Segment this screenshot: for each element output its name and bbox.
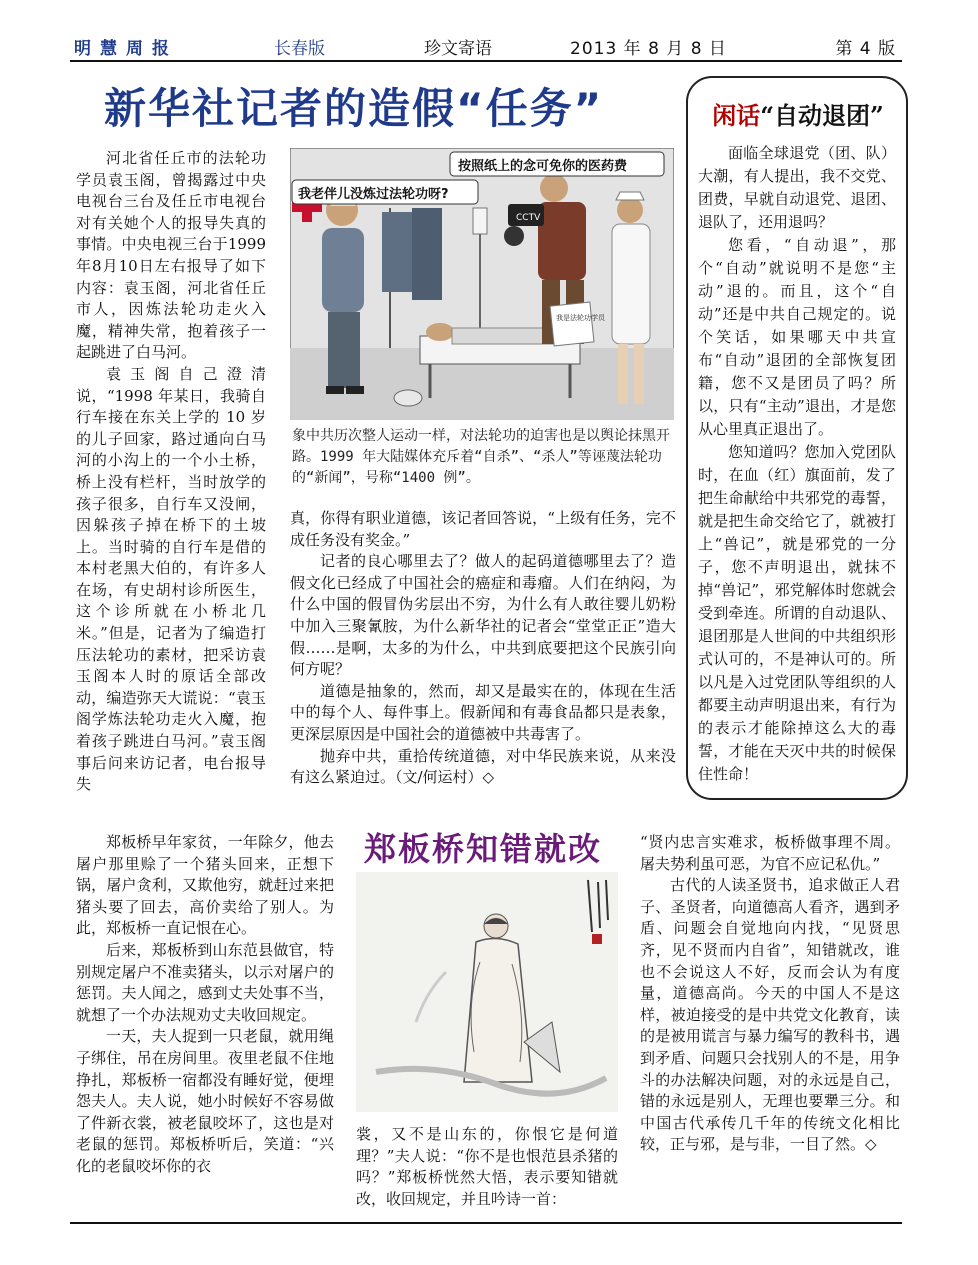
sidebar-title-text: “自动退团” [760,101,884,130]
cartoon-caption [292,426,678,489]
paragraph: 裳，又不是山东的，你恨它是何道理？”夫人说：“你不是也恨范县杀猪的吗？”郑板桥恍然大悟，表示要知错就改，收回规定，并且吟诗一首： [356,1125,618,1208]
issue-date: 2013 年 8 月 8 日 [570,39,727,59]
paragraph: 道德是抽象的，然而，却又是最实在的，体现在生活中的每个人、每件事上。假新闻和有毒食品都只是表象，更深层原因是中国社会的道德被中共毒害了。 [290,681,676,743]
paragraph: 袁玉阁自己澄清说，“1998 年某日，我骑自行车接在东关上学的 10 岁的儿子回家，路过通向白马河的小沟上的一个小土桥，桥上没有栏杆，当时放学的孩子很多，自行车又没闸，因躲孩子掉在桥下的土坡上。当时骑的自行车是借的本村老黑大伯的，有许多人在场，有史胡村诊所医生，这个诊所就在小桥北几米。”但是，记者为了编造打压法轮功的素材，把采访袁玉阁本人时的原话全部改动，编造弥天大谎说：“袁玉阁学炼法轮功走火入魔，抱着孩子跳进白马河。”袁玉阁事后问来访记者，电台报导失 [76,364,266,794]
header-rule [70,60,902,62]
ink-painting [356,872,618,1112]
sidebar-box [686,76,908,800]
article2-title: 郑板桥知错就改 [364,830,603,868]
paragraph: 古代的人读圣贤书，追求做正人君子、圣贤者，向道德高人看齐，遇到矛盾、问题会自觉地向内找，“见贤思齐，见不贤而内自省”，知错就改，谁也不会说这人不好，反而会认为有度量，道德高尚。今天的中国人不是这样，被迫接受的是中共党文化教育，读的是被用谎言与暴力编写的教科书，遇到矛盾、问题只会找别人的不是，用争斗的办法解决问题，对的永远是自己，错的永远是别人，无理也要犟三分。和中国古代承传几千年的传统文化相比较，正与邪，是与非，一目了然。◇ [640,876,900,1154]
paragraph: 河北省任丘市的法轮功学员袁玉阁，曾揭露过中央电视台三台及任丘市电视台对有关她个人的报导失真的事情。中央电视三台于1999年8月10日左右报导了如下内容：袁玉阁，河北省任丘市人，因炼法轮功走火入魔，精神失常，抱着孩子一起跳进了白马河。 [76,149,266,362]
paragraph: 后来，郑板桥到山东范县做官，特别规定屠户不准卖猪头，以示对屠户的惩罚。夫人闻之，感到丈夫处事不当，就想了一个办法规劝丈夫收回规定。 [76,940,334,1024]
newspaper-brand: 明慧周报 [74,39,178,59]
paragraph: 抛弃中共，重拾传统道德，对中华民族来说，从来没有这么紧迫过。（文/何运村）◇ [290,746,676,787]
section-label: 珍文寄语 [424,39,492,59]
paragraph: 郑板桥早年家贫，一年除夕，他去屠户那里赊了一个猪头回来，正想下锅，屠户贪利，又欺他穷，就赶过来把猪头要了回去，高价卖给了别人。为此，郑板桥一直记恨在心。 [76,833,334,938]
edition-label: 长春版 [274,39,325,59]
paragraph: 一天，夫人捉到一只老鼠，就用绳子绑住，吊在房间里。夜里老鼠不住地挣扎，郑板桥一宿都没有睡好觉，便埋怨夫人。夫人说，她小时候好不容易做了件新衣裳，被老鼠咬坏了，这也是对老鼠的惩罚。郑板桥听后，笑道：“兴化的老鼠咬坏你的衣 [76,1027,334,1175]
sidebar-title [698,96,898,131]
article2-column1 [76,832,334,1178]
article1-column2 [290,508,676,789]
speech-bubble-reporter: 按照纸上的念可免你的医药费 [458,159,628,174]
paragraph: 您知道吗？您加入党团队时，在血（红）旗面前，发了把生命献给中共邪党的毒誓，就是把生命交给它了，就被打上“兽记”，就是邪党的一分子，您不声明退出，就抹不掉“兽记”，邪党解体时您就会受到牵连。所谓的自动退队、退团那是人世间的中共组织形式认可的，不是神认可的。所以凡是入过党团队等组织的人都要主动声明退出来，有行为的表示才能除掉这么大的毒誓，才能在天灭中共的时候保住性命！ [698,443,896,783]
sidebar-title-tag: 闲话 [712,101,761,130]
paragraph: 记者的良心哪里去了？做人的起码道德哪里去了？造假文化已经成了中国社会的癌症和毒瘤。人们在纳闷，为什么中国的假冒伪劣层出不穷，为什么有人敢往婴儿奶粉中加入三聚氰胺，为什么新华社的记者会“堂堂正正”造大假……是啊，太多的为什么，中共到底要把这个民族引向何方呢？ [290,552,676,679]
page-number: 第 4 版 [835,39,896,59]
paragraph: 您看，“自动退”，那个“自动”就说明不是您“主动”退的。而且，这个“自动”还是中共自己规定的。说个笑话，如果哪天中共宣布“自动”退团的全部恢复团籍，您不又是团员了吗？所以，只有“主动”退出，才是您从心里真正退出了。 [698,236,896,438]
footer-rule [70,1222,902,1224]
sidebar-body [698,142,896,786]
camera-label: CCTV [516,213,541,223]
paper-label: 我是法轮功学员 [556,314,605,322]
page-header [70,30,902,58]
speech-bubble-woman: 我老伴儿没炼过法轮功呀? [298,187,449,202]
cartoon-illustration [290,148,674,420]
paragraph: “贤内忠言实难求，板桥做事理不周。屠夫势利虽可恶，为官不应记私仇。” [640,833,900,873]
article1-title: 新华社记者的造假“任务” [104,84,604,133]
caption-text: 象中共历次整人运动一样，对法轮功的迫害也是以舆论抹黑开路。1999 年大陆媒体充斥着“自杀”、“杀人”等诬蔑法轮功的“新闻”，号称“1400 例”。 [292,428,670,486]
article2-column3 [640,832,900,1156]
article1-column1 [76,148,266,796]
article2-column2 [356,1124,618,1210]
paragraph: 面临全球退党（团、队）大潮，有人提出，我不交党、团费，早就自动退党、退团、退队了，还用退吗？ [698,144,896,231]
paragraph: 真，你得有职业道德，该记者回答说，“上级有任务，完不成任务没有奖金。” [290,509,676,549]
